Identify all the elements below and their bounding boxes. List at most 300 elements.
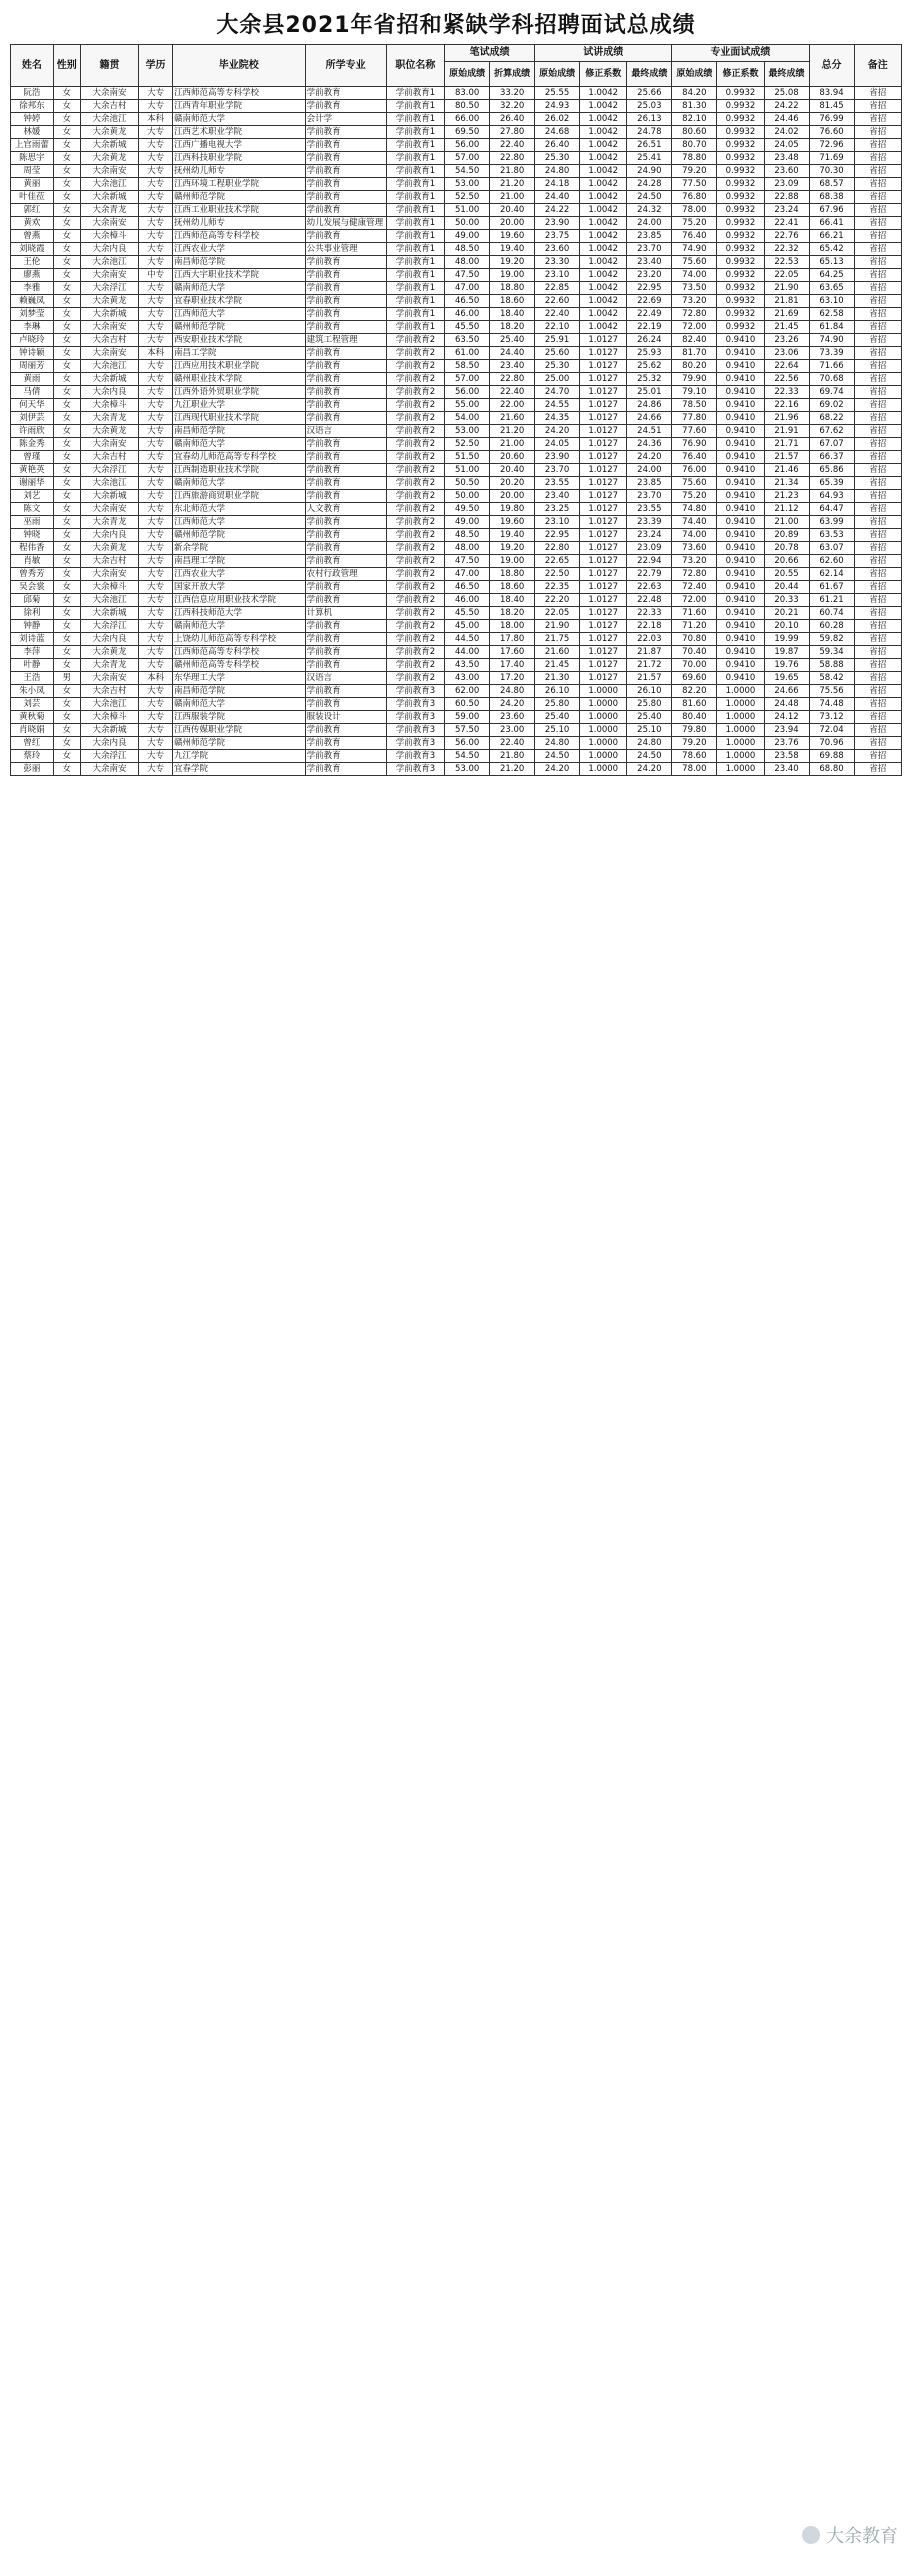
table-cell: 17.20: [490, 672, 535, 685]
table-cell: 23.60: [535, 243, 580, 256]
col-header: 性别: [53, 45, 80, 87]
table-cell: 64.25: [809, 269, 854, 282]
table-cell: 女: [53, 373, 80, 386]
table-cell: 大余南安: [80, 568, 138, 581]
table-cell: 0.9410: [717, 360, 764, 373]
table-cell: 71.20: [672, 620, 717, 633]
table-cell: 24.90: [627, 165, 672, 178]
table-cell: 省招: [854, 516, 901, 529]
table-cell: 女: [53, 490, 80, 503]
col-header: 所学专业: [305, 45, 386, 87]
table-cell: 省招: [854, 204, 901, 217]
table-cell: 女: [53, 555, 80, 568]
table-cell: 54.50: [445, 165, 490, 178]
table-cell: 23.09: [627, 542, 672, 555]
table-cell: 22.60: [535, 295, 580, 308]
table-row: [11, 282, 902, 295]
table-cell: 19.40: [490, 243, 535, 256]
table-cell: 23.10: [535, 516, 580, 529]
table-cell: 0.9932: [717, 217, 764, 230]
table-cell: 巫雨: [11, 516, 54, 529]
table-cell: 81.60: [672, 698, 717, 711]
table-cell: 20.10: [764, 620, 809, 633]
table-cell: 大专: [139, 282, 173, 295]
table-cell: 新余学院: [172, 542, 305, 555]
table-cell: 马倩: [11, 386, 54, 399]
table-cell: 79.90: [672, 373, 717, 386]
table-cell: 吴会裳: [11, 581, 54, 594]
table-cell: 大余池江: [80, 360, 138, 373]
table-cell: 1.0127: [580, 334, 627, 347]
table-row: [11, 165, 902, 178]
table-cell: 大余南安: [80, 87, 138, 100]
table-cell: 大专: [139, 321, 173, 334]
table-cell: 18.40: [490, 308, 535, 321]
table-cell: 53.00: [445, 178, 490, 191]
table-cell: 78.50: [672, 399, 717, 412]
col-header: 学历: [139, 45, 173, 87]
table-cell: 大余黄龙: [80, 425, 138, 438]
table-cell: 21.75: [535, 633, 580, 646]
table-cell: 0.9932: [717, 269, 764, 282]
table-cell: 大专: [139, 503, 173, 516]
table-cell: 24.80: [535, 737, 580, 750]
table-cell: 24.20: [490, 698, 535, 711]
table-cell: 75.60: [672, 256, 717, 269]
table-cell: 刘晓霞: [11, 243, 54, 256]
table-cell: 江西环境工程职业学院: [172, 178, 305, 191]
table-cell: 45.50: [445, 321, 490, 334]
table-cell: 女: [53, 646, 80, 659]
table-cell: 67.62: [809, 425, 854, 438]
table-cell: 0.9410: [717, 347, 764, 360]
table-cell: 69.50: [445, 126, 490, 139]
table-cell: 女: [53, 386, 80, 399]
table-cell: 21.00: [490, 438, 535, 451]
table-cell: 赣州师范学院: [172, 737, 305, 750]
table-cell: 21.91: [764, 425, 809, 438]
table-cell: 学前教育2: [386, 386, 444, 399]
table-cell: 1.0000: [580, 750, 627, 763]
table-cell: 学前教育: [305, 451, 386, 464]
table-cell: 22.63: [627, 581, 672, 594]
table-cell: 省招: [854, 165, 901, 178]
table-cell: 24.20: [535, 763, 580, 776]
table-cell: 女: [53, 230, 80, 243]
table-cell: 47.00: [445, 568, 490, 581]
table-cell: 72.80: [672, 308, 717, 321]
table-row: [11, 256, 902, 269]
table-row: [11, 243, 902, 256]
table-cell: 24.20: [627, 763, 672, 776]
table-cell: 47.50: [445, 555, 490, 568]
table-cell: 80.60: [672, 126, 717, 139]
table-cell: 0.9932: [717, 321, 764, 334]
table-cell: 大专: [139, 750, 173, 763]
table-cell: 1.0000: [580, 711, 627, 724]
table-cell: 大专: [139, 360, 173, 373]
table-cell: 学前教育1: [386, 139, 444, 152]
table-row: [11, 100, 902, 113]
table-cell: 71.60: [672, 607, 717, 620]
table-cell: 18.00: [490, 620, 535, 633]
table-cell: 72.00: [672, 321, 717, 334]
table-row: [11, 113, 902, 126]
table-cell: 76.40: [672, 230, 717, 243]
table-cell: 61.84: [809, 321, 854, 334]
table-cell: 84.20: [672, 87, 717, 100]
table-cell: 学前教育3: [386, 711, 444, 724]
table-cell: 大余樟斗: [80, 711, 138, 724]
table-cell: 学前教育3: [386, 763, 444, 776]
table-cell: 大余吉村: [80, 451, 138, 464]
table-cell: 1.0042: [580, 178, 627, 191]
table-cell: 女: [53, 438, 80, 451]
table-cell: 学前教育2: [386, 425, 444, 438]
col-header: 职位名称: [386, 45, 444, 87]
table-cell: 62.58: [809, 308, 854, 321]
table-cell: 25.08: [764, 87, 809, 100]
table-cell: 省招: [854, 243, 901, 256]
table-cell: 70.30: [809, 165, 854, 178]
table-cell: 22.40: [490, 737, 535, 750]
table-cell: 徐利: [11, 607, 54, 620]
table-cell: 25.00: [535, 373, 580, 386]
table-cell: 49.00: [445, 230, 490, 243]
table-cell: 学前教育: [305, 100, 386, 113]
table-cell: 宜春学院: [172, 763, 305, 776]
table-cell: 22.88: [764, 191, 809, 204]
table-cell: 26.10: [627, 685, 672, 698]
table-cell: 学前教育: [305, 464, 386, 477]
table-cell: 省招: [854, 672, 901, 685]
table-cell: 刘梦莹: [11, 308, 54, 321]
table-cell: 0.9932: [717, 178, 764, 191]
table-cell: 20.00: [490, 490, 535, 503]
table-cell: 25.60: [535, 347, 580, 360]
table-cell: 江西师范大学: [172, 308, 305, 321]
table-cell: 省招: [854, 477, 901, 490]
table-cell: 1.0042: [580, 295, 627, 308]
table-cell: 学前教育2: [386, 620, 444, 633]
table-cell: 国家开放大学: [172, 581, 305, 594]
table-cell: 大余黄龙: [80, 646, 138, 659]
table-cell: 幼儿发展与健康管理: [305, 217, 386, 230]
table-cell: 省招: [854, 620, 901, 633]
score-table: [10, 44, 902, 776]
table-cell: 0.9932: [717, 308, 764, 321]
table-cell: 大余南安: [80, 763, 138, 776]
table-cell: 21.87: [627, 646, 672, 659]
table-cell: 0.9932: [717, 295, 764, 308]
table-cell: 21.20: [490, 425, 535, 438]
table-cell: 省招: [854, 295, 901, 308]
table-cell: 65.42: [809, 243, 854, 256]
table-cell: 大专: [139, 529, 173, 542]
table-cell: 大余新城: [80, 490, 138, 503]
table-cell: 农村行政管理: [305, 568, 386, 581]
table-row: [11, 646, 902, 659]
table-cell: 钟诗颖: [11, 347, 54, 360]
table-cell: 女: [53, 126, 80, 139]
table-cell: 学前教育1: [386, 87, 444, 100]
table-cell: 0.9932: [717, 100, 764, 113]
table-cell: 学前教育: [305, 750, 386, 763]
table-cell: 1.0127: [580, 373, 627, 386]
table-cell: 省招: [854, 529, 901, 542]
table-cell: 学前教育: [305, 139, 386, 152]
table-cell: 44.00: [445, 646, 490, 659]
table-cell: 赣州师范学院: [172, 529, 305, 542]
table-cell: 黄丽: [11, 178, 54, 191]
table-cell: 74.40: [672, 516, 717, 529]
table-cell: 67.07: [809, 438, 854, 451]
table-cell: 25.40: [490, 334, 535, 347]
table-cell: 九江学院: [172, 750, 305, 763]
table-cell: 学前教育: [305, 594, 386, 607]
col-header: 籍贯: [80, 45, 138, 87]
table-cell: 大余南安: [80, 347, 138, 360]
table-cell: 学前教育3: [386, 737, 444, 750]
table-cell: 省招: [854, 178, 901, 191]
table-cell: 0.9410: [717, 412, 764, 425]
table-cell: 22.64: [764, 360, 809, 373]
table-cell: 学前教育2: [386, 542, 444, 555]
table-cell: 大余樟斗: [80, 581, 138, 594]
table-cell: 20.00: [490, 217, 535, 230]
table-cell: 48.00: [445, 256, 490, 269]
table-cell: 21.57: [627, 672, 672, 685]
table-cell: 23.30: [535, 256, 580, 269]
table-cell: 肖敏: [11, 555, 54, 568]
table-cell: 大专: [139, 87, 173, 100]
table-cell: 女: [53, 542, 80, 555]
table-cell: 21.46: [764, 464, 809, 477]
table-cell: 省招: [854, 594, 901, 607]
table-cell: 江西青年职业学院: [172, 100, 305, 113]
table-cell: 省招: [854, 750, 901, 763]
table-cell: 卢晓玲: [11, 334, 54, 347]
table-cell: 大专: [139, 425, 173, 438]
table-cell: 江西师范高等专科学校: [172, 87, 305, 100]
table-cell: 钟静: [11, 620, 54, 633]
table-cell: 大专: [139, 126, 173, 139]
table-cell: 73.60: [672, 542, 717, 555]
table-cell: 九江职业大学: [172, 399, 305, 412]
table-cell: 省招: [854, 633, 901, 646]
table-cell: 22.33: [627, 607, 672, 620]
sub-header: 原始成绩: [535, 62, 580, 87]
table-cell: 赣州师范学院: [172, 321, 305, 334]
table-cell: 1.0127: [580, 386, 627, 399]
table-cell: 57.50: [445, 724, 490, 737]
table-cell: 1.0042: [580, 243, 627, 256]
table-cell: 女: [53, 269, 80, 282]
table-cell: 20.21: [764, 607, 809, 620]
table-cell: 曾秀芳: [11, 568, 54, 581]
table-cell: 21.80: [490, 165, 535, 178]
table-cell: 大专: [139, 100, 173, 113]
table-cell: 陈思宇: [11, 152, 54, 165]
table-cell: 49.50: [445, 503, 490, 516]
table-cell: 0.9410: [717, 646, 764, 659]
table-cell: 学前教育: [305, 269, 386, 282]
table-cell: 学前教育: [305, 373, 386, 386]
table-cell: 24.02: [764, 126, 809, 139]
table-cell: 81.30: [672, 100, 717, 113]
table-row: [11, 698, 902, 711]
table-cell: 48.50: [445, 529, 490, 542]
table-cell: 48.00: [445, 542, 490, 555]
table-cell: 0.9410: [717, 490, 764, 503]
table-cell: 建筑工程管理: [305, 334, 386, 347]
table-cell: 19.60: [490, 516, 535, 529]
table-cell: 0.9932: [717, 165, 764, 178]
table-cell: 上饶幼儿师范高等专科学校: [172, 633, 305, 646]
table-cell: 江西农业大学: [172, 568, 305, 581]
table-cell: 省招: [854, 685, 901, 698]
table-cell: 大余新城: [80, 724, 138, 737]
table-cell: 周丽芳: [11, 360, 54, 373]
table-cell: 19.20: [490, 256, 535, 269]
table-cell: 65.86: [809, 464, 854, 477]
col-header: 备注: [854, 45, 901, 87]
table-cell: 23.70: [627, 490, 672, 503]
table-cell: 1.0042: [580, 230, 627, 243]
table-cell: 23.39: [627, 516, 672, 529]
table-cell: 43.00: [445, 672, 490, 685]
table-cell: 学前教育: [305, 282, 386, 295]
table-cell: 学前教育: [305, 581, 386, 594]
table-cell: 大专: [139, 698, 173, 711]
table-cell: 女: [53, 191, 80, 204]
table-cell: 大专: [139, 256, 173, 269]
table-cell: 74.90: [809, 334, 854, 347]
table-cell: 学前教育: [305, 646, 386, 659]
table-cell: 22.80: [490, 152, 535, 165]
table-cell: 大专: [139, 737, 173, 750]
table-cell: 大专: [139, 607, 173, 620]
table-cell: 0.9410: [717, 425, 764, 438]
table-cell: 18.60: [490, 295, 535, 308]
table-cell: 大专: [139, 191, 173, 204]
table-cell: 大余新城: [80, 139, 138, 152]
table-cell: 23.40: [535, 490, 580, 503]
table-row: [11, 724, 902, 737]
table-cell: 83.94: [809, 87, 854, 100]
table-cell: 21.45: [764, 321, 809, 334]
table-cell: 学前教育1: [386, 243, 444, 256]
table-cell: 81.45: [809, 100, 854, 113]
table-cell: 23.20: [627, 269, 672, 282]
table-cell: 19.87: [764, 646, 809, 659]
table-cell: 许雨欣: [11, 425, 54, 438]
table-cell: 77.80: [672, 412, 717, 425]
table-row: [11, 763, 902, 776]
table-cell: 大专: [139, 646, 173, 659]
table-cell: 26.40: [490, 113, 535, 126]
table-cell: 学前教育3: [386, 750, 444, 763]
table-cell: 26.13: [627, 113, 672, 126]
table-cell: 25.10: [627, 724, 672, 737]
group-header: 笔试成绩: [445, 45, 535, 62]
table-cell: 南昌工学院: [172, 347, 305, 360]
table-cell: 1.0127: [580, 464, 627, 477]
table-cell: 学前教育: [305, 347, 386, 360]
table-cell: 23.90: [535, 217, 580, 230]
table-cell: 大专: [139, 334, 173, 347]
table-cell: 24.50: [535, 750, 580, 763]
table-cell: 23.24: [627, 529, 672, 542]
table-cell: 72.00: [672, 594, 717, 607]
table-cell: 57.00: [445, 152, 490, 165]
table-cell: 学前教育: [305, 165, 386, 178]
table-cell: 会计学: [305, 113, 386, 126]
table-cell: 80.70: [672, 139, 717, 152]
table-cell: 学前教育2: [386, 399, 444, 412]
table-cell: 江西农业大学: [172, 243, 305, 256]
table-cell: 70.68: [809, 373, 854, 386]
table-cell: 21.81: [764, 295, 809, 308]
table-cell: 19.40: [490, 529, 535, 542]
table-cell: 黄秋菊: [11, 711, 54, 724]
table-cell: 26.02: [535, 113, 580, 126]
table-cell: 大专: [139, 555, 173, 568]
table-cell: 0.9410: [717, 568, 764, 581]
table-cell: 大余新城: [80, 308, 138, 321]
table-cell: 25.40: [535, 711, 580, 724]
table-cell: 学前教育2: [386, 555, 444, 568]
table-cell: 大专: [139, 763, 173, 776]
table-cell: 60.74: [809, 607, 854, 620]
table-cell: 25.41: [627, 152, 672, 165]
table-cell: 学前教育: [305, 438, 386, 451]
col-header: 姓名: [11, 45, 54, 87]
table-cell: 女: [53, 763, 80, 776]
table-cell: 大余吉村: [80, 100, 138, 113]
table-cell: 20.78: [764, 542, 809, 555]
table-cell: 0.9410: [717, 581, 764, 594]
table-cell: 76.99: [809, 113, 854, 126]
table-cell: 1.0000: [717, 685, 764, 698]
table-cell: 男: [53, 672, 80, 685]
table-cell: 23.40: [764, 763, 809, 776]
table-cell: 女: [53, 87, 80, 100]
table-cell: 64.93: [809, 490, 854, 503]
table-cell: 大专: [139, 165, 173, 178]
table-cell: 学前教育: [305, 412, 386, 425]
table-cell: 22.18: [627, 620, 672, 633]
table-cell: 25.66: [627, 87, 672, 100]
table-cell: 24.80: [490, 685, 535, 698]
table-cell: 女: [53, 425, 80, 438]
table-cell: 省招: [854, 555, 901, 568]
table-cell: 20.60: [490, 451, 535, 464]
table-cell: 0.9410: [717, 542, 764, 555]
table-cell: 76.60: [809, 126, 854, 139]
table-cell: 24.51: [627, 425, 672, 438]
table-cell: 女: [53, 477, 80, 490]
table-row: [11, 659, 902, 672]
table-cell: 20.66: [764, 555, 809, 568]
table-cell: 大余新城: [80, 607, 138, 620]
table-cell: 省招: [854, 126, 901, 139]
sub-header: 修正系数: [717, 62, 764, 87]
table-cell: 22.00: [490, 399, 535, 412]
table-cell: 学前教育: [305, 763, 386, 776]
table-cell: 0.9410: [717, 516, 764, 529]
table-cell: 女: [53, 451, 80, 464]
